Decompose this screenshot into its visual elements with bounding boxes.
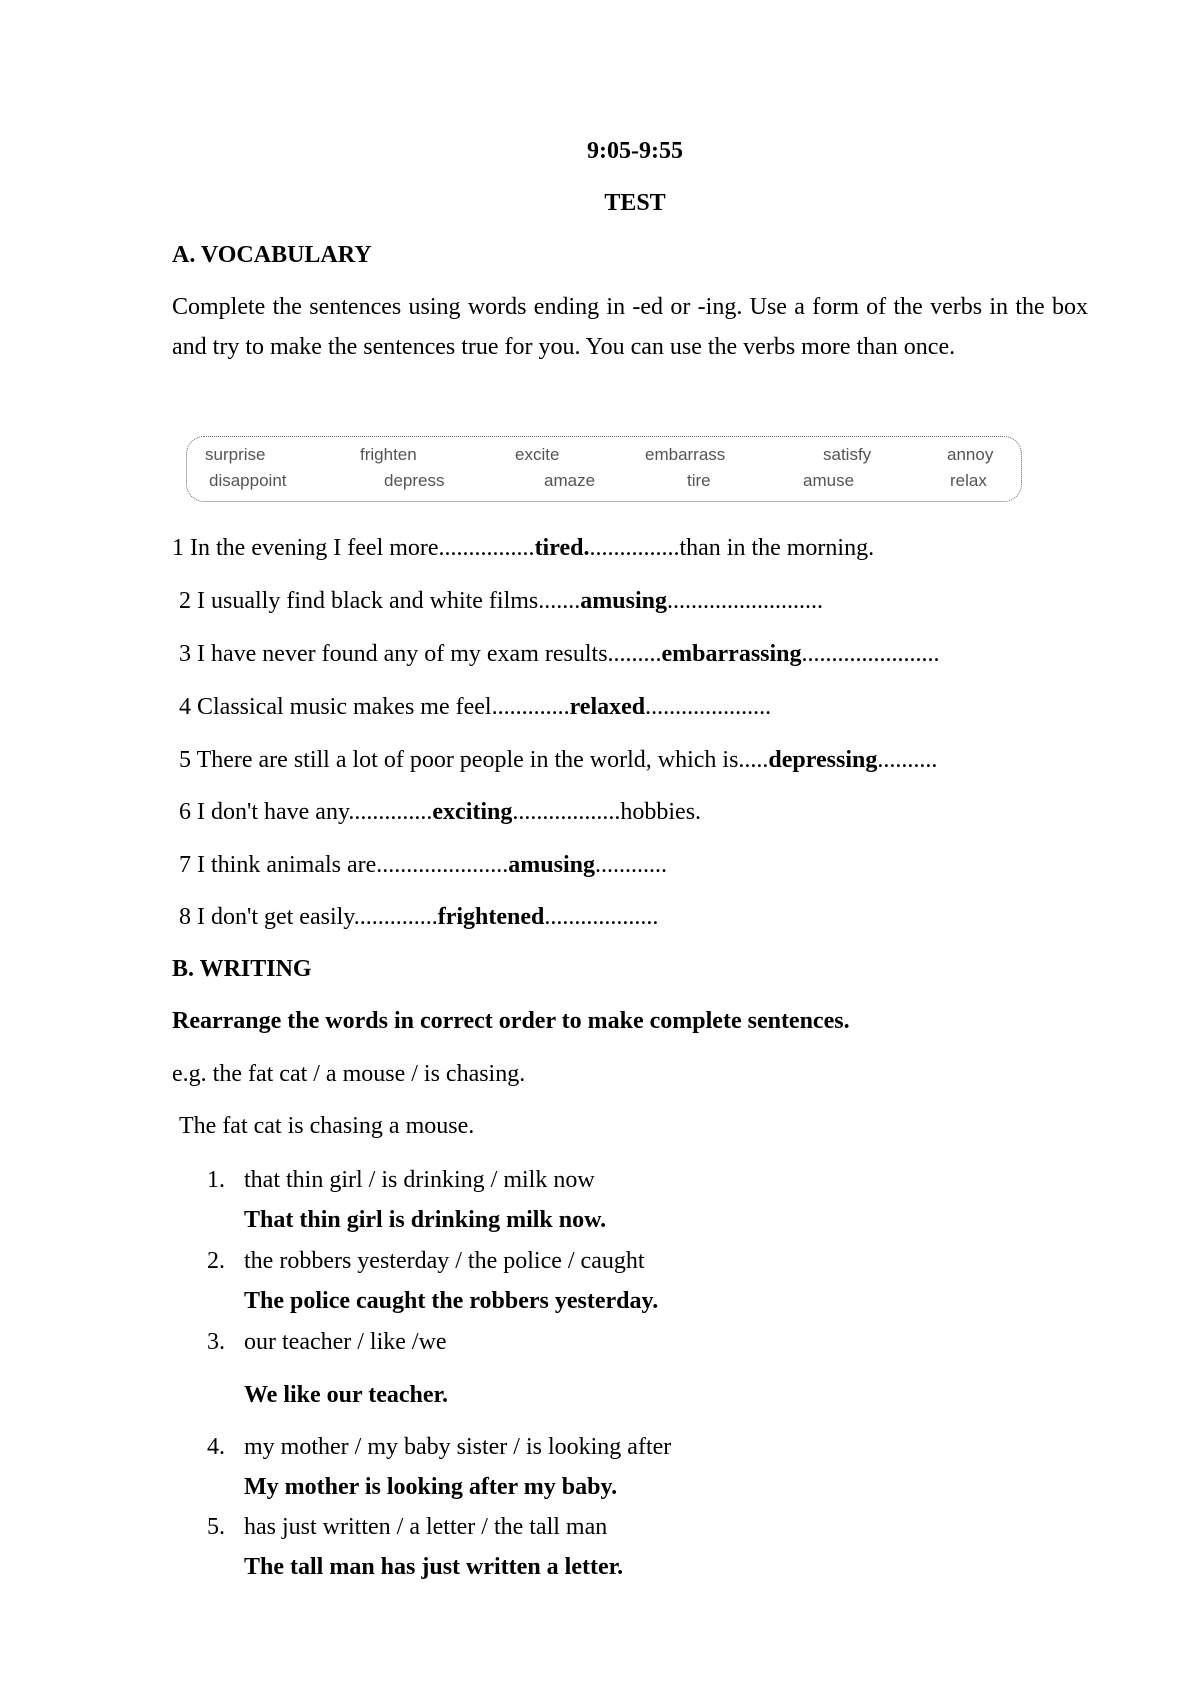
verb-word: disappoint xyxy=(209,471,287,490)
section-b-instruction: Rearrange the words in correct order to make complete sentences. xyxy=(172,1008,850,1034)
vocab-item-text: ................... xyxy=(544,904,659,930)
vocab-item-text: 1 In the evening I feel more................ xyxy=(172,535,535,561)
vocab-answer: frightened xyxy=(437,904,545,930)
vocab-answer: tired. xyxy=(534,535,590,561)
verb-word: excite xyxy=(515,445,560,464)
section-a-instructions: Complete the sentences using words ending in -ed or -ing. Use a form of the verbs in the box and try to make the sentences true for you. You can use the verbs more than once. xyxy=(172,294,1088,360)
vocab-item xyxy=(179,850,667,880)
vocab-item-text: ..................... xyxy=(645,694,772,720)
vocab-answer: exciting xyxy=(432,799,513,825)
writing-question: my mother / my baby sister / is looking after xyxy=(244,1434,672,1460)
verb-word: surprise xyxy=(205,445,266,464)
verb-word: amaze xyxy=(544,471,596,490)
vocab-item xyxy=(179,639,940,669)
vocab-item-text: 6 I don't have any.............. xyxy=(179,799,433,825)
item-number: 1. xyxy=(207,1167,225,1193)
writing-question: the robbers yesterday / the police / caught xyxy=(244,1248,645,1274)
verb-word: tire xyxy=(687,471,711,490)
vocab-answer: relaxed xyxy=(569,694,646,720)
writing-question: our teacher / like /we xyxy=(244,1329,447,1355)
vocab-item-text: .......................... xyxy=(666,588,823,614)
writing-question: that thin girl / is drinking / milk now xyxy=(244,1167,595,1193)
item-number: 5. xyxy=(207,1514,225,1540)
section-a-heading: A. VOCABULARY xyxy=(172,242,372,268)
vocab-item-text: 5 There are still a lot of poor people in the world, which is..... xyxy=(179,747,769,773)
vocab-item xyxy=(179,902,658,932)
verb-word: relax xyxy=(950,471,987,490)
writing-answer: The police caught the robbers yesterday. xyxy=(244,1288,659,1314)
vocab-answer: depressing xyxy=(768,747,878,773)
item-number: 3. xyxy=(207,1329,225,1355)
verb-word: embarrass xyxy=(645,445,726,464)
vocab-item-text: 4 Classical music makes me feel............. xyxy=(179,694,570,720)
writing-answer: My mother is looking after my baby. xyxy=(244,1474,618,1500)
example-answer: The fat cat is chasing a mouse. xyxy=(179,1113,475,1139)
vocab-answer: embarrassing xyxy=(661,641,802,667)
vocab-item-text: ...............than in the morning. xyxy=(589,535,875,561)
vocab-item xyxy=(172,533,874,563)
vocab-item-text: 8 I don't get easily.............. xyxy=(179,904,438,930)
verb-word: annoy xyxy=(947,445,994,464)
vocab-item-text: ............ xyxy=(594,852,667,878)
verb-word: frighten xyxy=(360,445,417,464)
vocab-item-text: .......... xyxy=(877,747,938,773)
vocab-item xyxy=(179,797,701,827)
section-b-heading: B. WRITING xyxy=(172,956,312,982)
writing-answer: We like our teacher. xyxy=(244,1382,448,1408)
item-number: 4. xyxy=(207,1434,225,1460)
vocab-item-text: 3 I have never found any of my exam results......... xyxy=(179,641,662,667)
writing-question: has just written / a letter / the tall man xyxy=(244,1514,608,1540)
verb-word: amuse xyxy=(803,471,855,490)
verb-box xyxy=(186,436,1022,502)
vocab-item-text: 7 I think animals are...................... xyxy=(179,852,509,878)
writing-answer: That thin girl is drinking milk now. xyxy=(244,1207,607,1233)
example-question: e.g. the fat cat / a mouse / is chasing. xyxy=(172,1061,526,1087)
vocab-item-text: 2 I usually find black and white films....... xyxy=(179,588,581,614)
vocab-answer: amusing xyxy=(508,852,595,878)
vocab-item xyxy=(179,586,823,616)
page-title: TEST xyxy=(604,190,666,216)
verb-word: depress xyxy=(384,471,445,490)
verb-word: satisfy xyxy=(823,445,872,464)
vocab-item xyxy=(179,745,937,775)
vocab-item-text: ..................hobbies. xyxy=(512,799,702,825)
vocab-answer: amusing xyxy=(580,588,667,614)
item-number: 2. xyxy=(207,1248,225,1274)
time-range: 9:05-9:55 xyxy=(587,138,683,164)
vocab-item-text: ....................... xyxy=(801,641,940,667)
writing-answer: The tall man has just written a letter. xyxy=(244,1554,624,1580)
vocab-item xyxy=(179,692,771,722)
